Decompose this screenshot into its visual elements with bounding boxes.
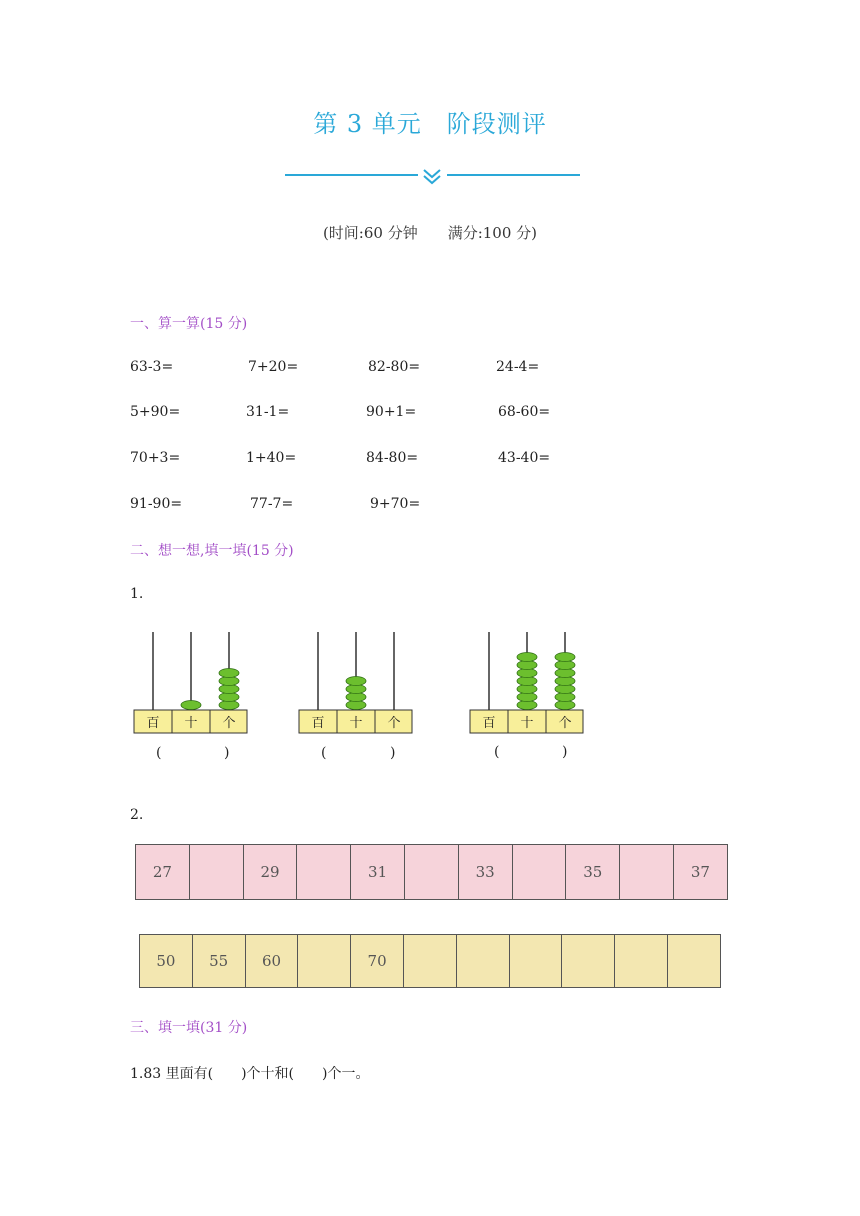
number-cell: 50 xyxy=(140,935,193,987)
abacus-2 xyxy=(298,628,414,736)
number-cell[interactable] xyxy=(513,845,567,899)
problem: 77-7= xyxy=(250,496,294,512)
number-cell[interactable] xyxy=(190,845,244,899)
title-rule-right xyxy=(447,174,580,176)
double-chevron-icon xyxy=(421,166,443,186)
place-value-label: 百 xyxy=(146,716,160,731)
section-heading-2: 二、想一想,填一填(15 分) xyxy=(130,543,294,559)
number-cell[interactable] xyxy=(457,935,510,987)
abacus-bead xyxy=(517,653,537,662)
question-number: 1. xyxy=(130,586,144,602)
number-cell: 33 xyxy=(459,845,513,899)
problem: 84-80= xyxy=(366,450,419,466)
question-number: 2. xyxy=(130,807,144,823)
place-value-label: 十 xyxy=(520,716,534,731)
answer-paren-open: ( xyxy=(321,745,327,761)
abacus-1 xyxy=(133,628,249,736)
problem: 7+20= xyxy=(248,359,299,375)
question-text: 1.83 里面有( )个十和( )个一。 xyxy=(130,1066,370,1082)
problem: 31-1= xyxy=(246,404,290,420)
abacus-bead xyxy=(346,677,366,686)
number-cell: 35 xyxy=(566,845,620,899)
problem: 24-4= xyxy=(496,359,540,375)
number-cell[interactable] xyxy=(615,935,668,987)
answer-paren-close: ) xyxy=(562,744,568,760)
number-cell: 70 xyxy=(351,935,404,987)
problem: 63-3= xyxy=(130,359,174,375)
problem: 68-60= xyxy=(498,404,551,420)
number-cell[interactable] xyxy=(298,935,351,987)
number-cell: 27 xyxy=(136,845,190,899)
number-cell[interactable] xyxy=(668,935,721,987)
problem: 90+1= xyxy=(366,404,417,420)
problem: 1+40= xyxy=(246,450,297,466)
number-cell: 31 xyxy=(351,845,405,899)
answer-paren-open: ( xyxy=(156,745,162,761)
abacus-bead xyxy=(219,669,239,678)
problem: 5+90= xyxy=(130,404,181,420)
problem: 9+70= xyxy=(370,496,421,512)
number-cell: 55 xyxy=(193,935,246,987)
section-heading-1: 一、算一算(15 分) xyxy=(130,316,248,332)
number-strip-2 xyxy=(139,934,721,988)
place-value-label: 个 xyxy=(558,716,572,731)
number-cell[interactable] xyxy=(620,845,674,899)
answer-paren-close: ) xyxy=(390,745,396,761)
number-cell: 29 xyxy=(244,845,298,899)
number-cell[interactable] xyxy=(405,845,459,899)
title-rule-left xyxy=(285,174,418,176)
section-heading-3: 三、填一填(31 分) xyxy=(130,1020,248,1036)
number-strip-1 xyxy=(135,844,728,900)
number-cell: 37 xyxy=(674,845,728,899)
exam-info: (时间:60 分钟 满分:100 分) xyxy=(322,224,538,242)
place-value-label: 个 xyxy=(387,716,401,731)
place-value-label: 百 xyxy=(482,716,496,731)
number-cell[interactable] xyxy=(510,935,563,987)
place-value-label: 百 xyxy=(311,716,325,731)
answer-paren-open: ( xyxy=(494,744,500,760)
place-value-label: 十 xyxy=(349,716,363,731)
abacus-3 xyxy=(469,628,585,736)
number-cell: 60 xyxy=(246,935,299,987)
problem: 91-90= xyxy=(130,496,183,512)
number-cell[interactable] xyxy=(404,935,457,987)
abacus-bead xyxy=(181,701,201,710)
problem: 70+3= xyxy=(130,450,181,466)
answer-paren-close: ) xyxy=(224,745,230,761)
place-value-label: 十 xyxy=(184,716,198,731)
abacus-bead xyxy=(555,653,575,662)
problem: 43-40= xyxy=(498,450,551,466)
page-title: 第 3 单元 阶段测评 xyxy=(313,110,547,138)
place-value-label: 个 xyxy=(222,716,236,731)
number-cell[interactable] xyxy=(562,935,615,987)
problem: 82-80= xyxy=(368,359,421,375)
number-cell[interactable] xyxy=(297,845,351,899)
